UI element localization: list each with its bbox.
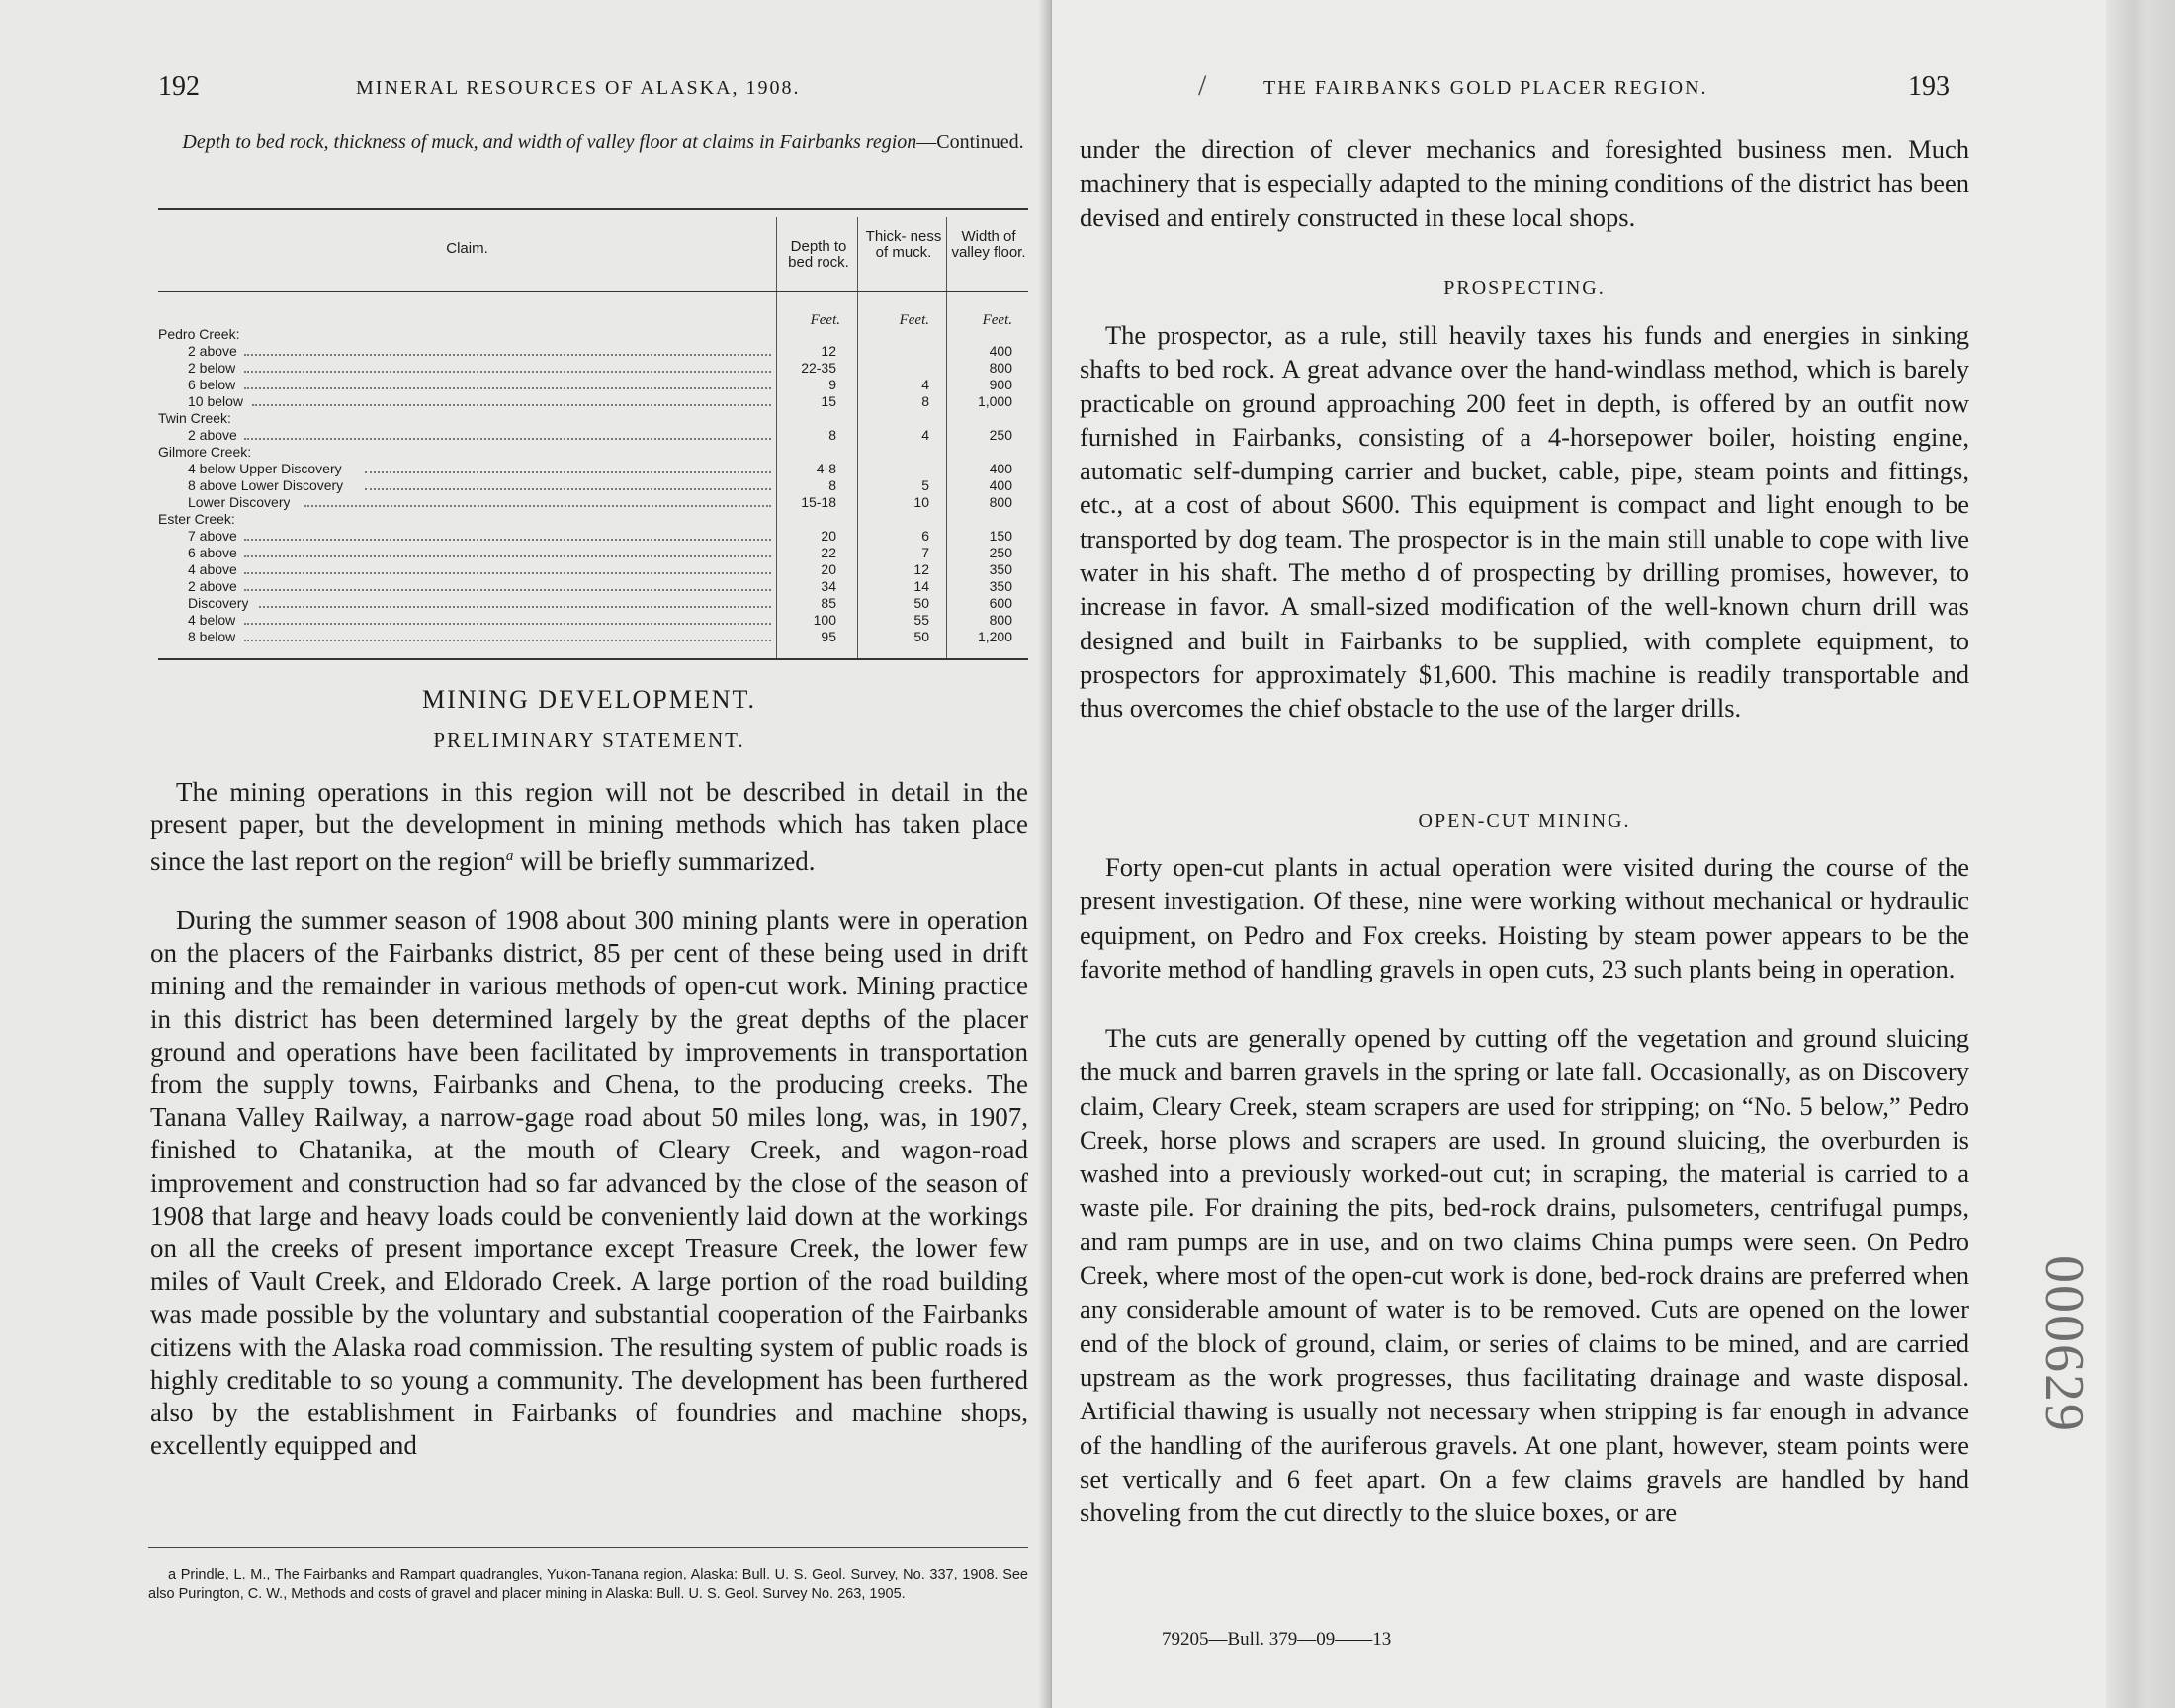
claim-label: Twin Creek: (158, 410, 231, 426)
claim-label: 2 above (188, 578, 237, 594)
cell-width: 800 (989, 612, 1012, 628)
cell-width: 400 (989, 477, 1012, 493)
table-header-rule (158, 291, 1028, 292)
claim-label: 4 above (188, 561, 237, 577)
col-header-claim: Claim. (446, 240, 488, 257)
col-header-width: Width of valley floor. (951, 228, 1026, 261)
cell-depth: 22 (821, 545, 836, 560)
cell-width: 600 (989, 595, 1012, 611)
left-page (0, 0, 1052, 1708)
page-edge (2106, 0, 2175, 1708)
claim-label: 4 below Upper Discovery (188, 461, 342, 476)
table-values-row (158, 427, 1028, 444)
paragraph-continued: under the direction of clever mechanics and foresighted business men. Much machinery that is especially adapted to the mining conditions of the district has been devised and entirely constructed in these local shops. (1080, 134, 1969, 232)
table-values-row (158, 629, 1028, 645)
unit-width: Feet. (982, 312, 1012, 328)
cell-depth: 100 (813, 612, 836, 628)
right-page-number: 193 (1908, 71, 1950, 102)
cell-depth: 8 (828, 477, 836, 493)
claim-label: 2 below (188, 360, 236, 376)
col-header-depth: Depth to bed rock. (788, 238, 849, 271)
table-values-row (158, 393, 1028, 410)
claim-label: 6 above (188, 545, 237, 560)
table-bottom-rule (158, 658, 1028, 660)
paragraph-preliminary-end: will be briefly summarized. (513, 846, 816, 876)
cell-width: 400 (989, 343, 1012, 359)
cell-depth: 12 (821, 343, 836, 359)
cell-depth: 85 (821, 595, 836, 611)
claim-label: 2 above (188, 343, 237, 359)
printer-imprint: 79205—Bull. 379—09——13 (1162, 1629, 1392, 1650)
claim-label: 4 below (188, 612, 236, 628)
paragraph-preliminary (150, 776, 1028, 878)
cell-width: 150 (989, 528, 1012, 544)
cell-muck: 10 (914, 494, 929, 510)
cell-muck: 4 (921, 427, 929, 443)
footnote: a Prindle, L. M., The Fairbanks and Rampart quadrangles, Yukon-Tanana region, Alaska: Bull. U. S. Geol. Survey, No. 337, 1908. See also Purington, C. W., Methods and costs of gravel and placer mining in Alaska: Bull. U. S. Geol. Survey No. 263, 1905. (148, 1567, 1028, 1602)
cell-muck: 12 (914, 561, 929, 577)
cell-muck: 5 (921, 477, 929, 493)
cell-muck: 7 (921, 545, 929, 560)
cell-width: 900 (989, 377, 1012, 392)
cell-width: 250 (989, 545, 1012, 560)
claim-label: 8 above Lower Discovery (188, 477, 344, 493)
paragraph-open-cut-2: The cuts are generally opened by cutting off the vegetation and ground sluicing the muck and barren gravels in the spring or late fall. Occasionally, as on Discovery claim, Cleary Creek, steam scrapers are used for stripping; on “No. 5 below,” Pedro Creek, horse plows and scrapers are used. In ground sluicing, the overburden is washed into a previously worked-out cut; in scraping, the material is carried to a waste pile. For draining the pits, bed-rock drains, pulsometers, centrifugal pumps, and ram pumps are in use, and on two claims China pumps were seen. On Pedro Creek, where most of the open-cut work is done, bed-rock drains are preferred when any considerable amount of water is to be removed. Cuts are opened on the lower end of the block of ground, claim, or series of claims to be mined, and are carried upstream as the work progresses, thus facilitating drainage and waste disposal. Artificial thawing is usually not necessary when stripping is far enough in advance of the handling of the auriferous gravels. At one plant, however, steam points were set vertically and 6 feet apart. On a few claims gravels are handled by hand shoveling from the cut directly to the sluice boxes, or are (1080, 1023, 1969, 1528)
cell-muck: 4 (921, 377, 929, 392)
cell-depth: 95 (821, 629, 836, 644)
cell-muck: 50 (914, 595, 929, 611)
cell-depth: 8 (828, 427, 836, 443)
cell-width: 250 (989, 427, 1012, 443)
cell-depth: 4-8 (816, 461, 836, 476)
claim-label: Ester Creek: (158, 511, 235, 527)
footnote-ref[interactable]: a (505, 848, 514, 864)
cell-width: 350 (989, 578, 1012, 594)
claim-label: Lower Discovery (188, 494, 291, 510)
cell-width: 800 (989, 360, 1012, 376)
cell-muck: 50 (914, 629, 929, 644)
paragraph-open-cut-1: Forty open-cut plants in actual operation were visited during the course of the present investigation. Of these, nine were working without mechanical or hydraulic equipment, on Pedro and Fox creeks. Hoisting by steam power appears to be the favorite method of handling gravels in open cuts, 23 such plants being in operation. (1080, 852, 1969, 983)
table-values-row (158, 494, 1028, 511)
cell-muck: 14 (914, 578, 929, 594)
claim-label: Gilmore Creek: (158, 444, 252, 460)
cell-depth: 9 (828, 377, 836, 392)
paragraph-preliminary-text: The mining operations in this region will not be described in detail in the present paper, but the development in mining methods which has taken place since the last report on the region (150, 777, 1028, 876)
cell-width: 800 (989, 494, 1012, 510)
left-page-number: 192 (158, 71, 200, 102)
cell-depth: 34 (821, 578, 836, 594)
table-top-rule (158, 208, 1028, 210)
cell-depth: 22-35 (801, 360, 836, 376)
table-caption (158, 130, 1048, 154)
claim-label: 6 below (188, 377, 236, 392)
cell-muck: 55 (914, 612, 929, 628)
pencil-mark: / (1198, 69, 1207, 102)
right-running-head: THE FAIRBANKS GOLD PLACER REGION. (1263, 77, 1708, 99)
claim-label: 7 above (188, 528, 237, 544)
cell-width: 350 (989, 561, 1012, 577)
col-header-muck: Thick- ness of muck. (865, 228, 942, 261)
claim-label: 8 below (188, 629, 236, 644)
claim-label: 2 above (188, 427, 237, 443)
cell-depth: 15 (821, 393, 836, 409)
heading-prospecting: PROSPECTING. (1443, 277, 1606, 299)
archive-stamp-number: 000629 (2034, 1255, 2095, 1433)
cell-muck: 6 (921, 528, 929, 544)
cell-depth: 15-18 (801, 494, 836, 510)
paragraph-prospecting: The prospector, as a rule, still heavily taxes his funds and energies in sinking shafts to bed rock. A great advance over the hand-windlass method, which is barely practicable on ground approaching 200 feet in depth, is offered by an outfit now furnished in Fairbanks, consisting of a 4-horsepower boiler, hoisting engine, automatic self-dumping carrier and bucket, cable, pipe, steam points and fittings, etc., at a cost of about $600. This equipment is compact and light enough to be transported by dog team. The prospector is in the main still unable to cope with live water in his shaft. The metho d of prospecting by drilling promises, however, to increase in favor. A small-sized modification of the well-known churn drill was designed and built in Fairbanks to be supplied, with complete equipment, to prospectors for approximately $1,600. This machine is readily transportable and thus overcomes the chief obstacle to the use of the larger drills. (1080, 320, 1969, 724)
unit-muck: Feet. (899, 312, 929, 328)
claim-label: 10 below (188, 393, 244, 409)
left-running-head: MINERAL RESOURCES OF ALASKA, 1908. (356, 77, 801, 99)
cell-width: 400 (989, 461, 1012, 476)
table-caption-suffix: —Continued. (916, 131, 1024, 153)
heading-open-cut-mining: OPEN-CUT MINING. (1418, 811, 1631, 832)
cell-depth: 20 (821, 528, 836, 544)
heading-preliminary-statement: PRELIMINARY STATEMENT. (433, 728, 745, 752)
paragraph-summer-season: During the summer season of 1908 about 300 mining plants were in operation on the placers of the Fairbanks district, 85 per cent of these being used in drift mining and the remainder in various methods of open-cut work. Mining practice in this district has been determined largely by the great depths of the placer ground and operations have been facilitated by improvements in transportation from the supply towns, Fairbanks and Chena, to the producing creeks. The Tanana Valley Railway, a narrow-gage road about 50 miles long, was, in 1907, finished to Chatanika, at the mouth of Cleary Creek, and wagon-road improvement and construction had so far advanced by the close of the season of 1908 that large and heavy loads could be conveniently laid down at the workings on all the creeks of present importance except Treasure Creek, the lower few miles of Vault Creek, and Eldorado Creek. A large portion of the road building was made possible by the voluntary and substantial cooperation of the Fairbanks citizens with the Alaska road commission. The resulting system of public roads is highly creditable to so young a community. The development has been furthered also by the establishment in Fairbanks of foundries and machine shops, excellently equipped and (150, 905, 1028, 1461)
unit-depth: Feet. (810, 312, 840, 328)
cell-depth: 20 (821, 561, 836, 577)
cell-muck: 8 (921, 393, 929, 409)
table-caption-text: Depth to bed rock, thickness of muck, and width of valley floor at claims in Fairbanks region (182, 131, 917, 153)
claim-label: Discovery (188, 595, 249, 611)
footnote-rule (148, 1547, 1028, 1548)
cell-width: 1,200 (977, 629, 1012, 644)
cell-width: 1,000 (977, 393, 1012, 409)
claim-label: Pedro Creek: (158, 326, 240, 342)
heading-mining-development: MINING DEVELOPMENT. (422, 685, 756, 714)
